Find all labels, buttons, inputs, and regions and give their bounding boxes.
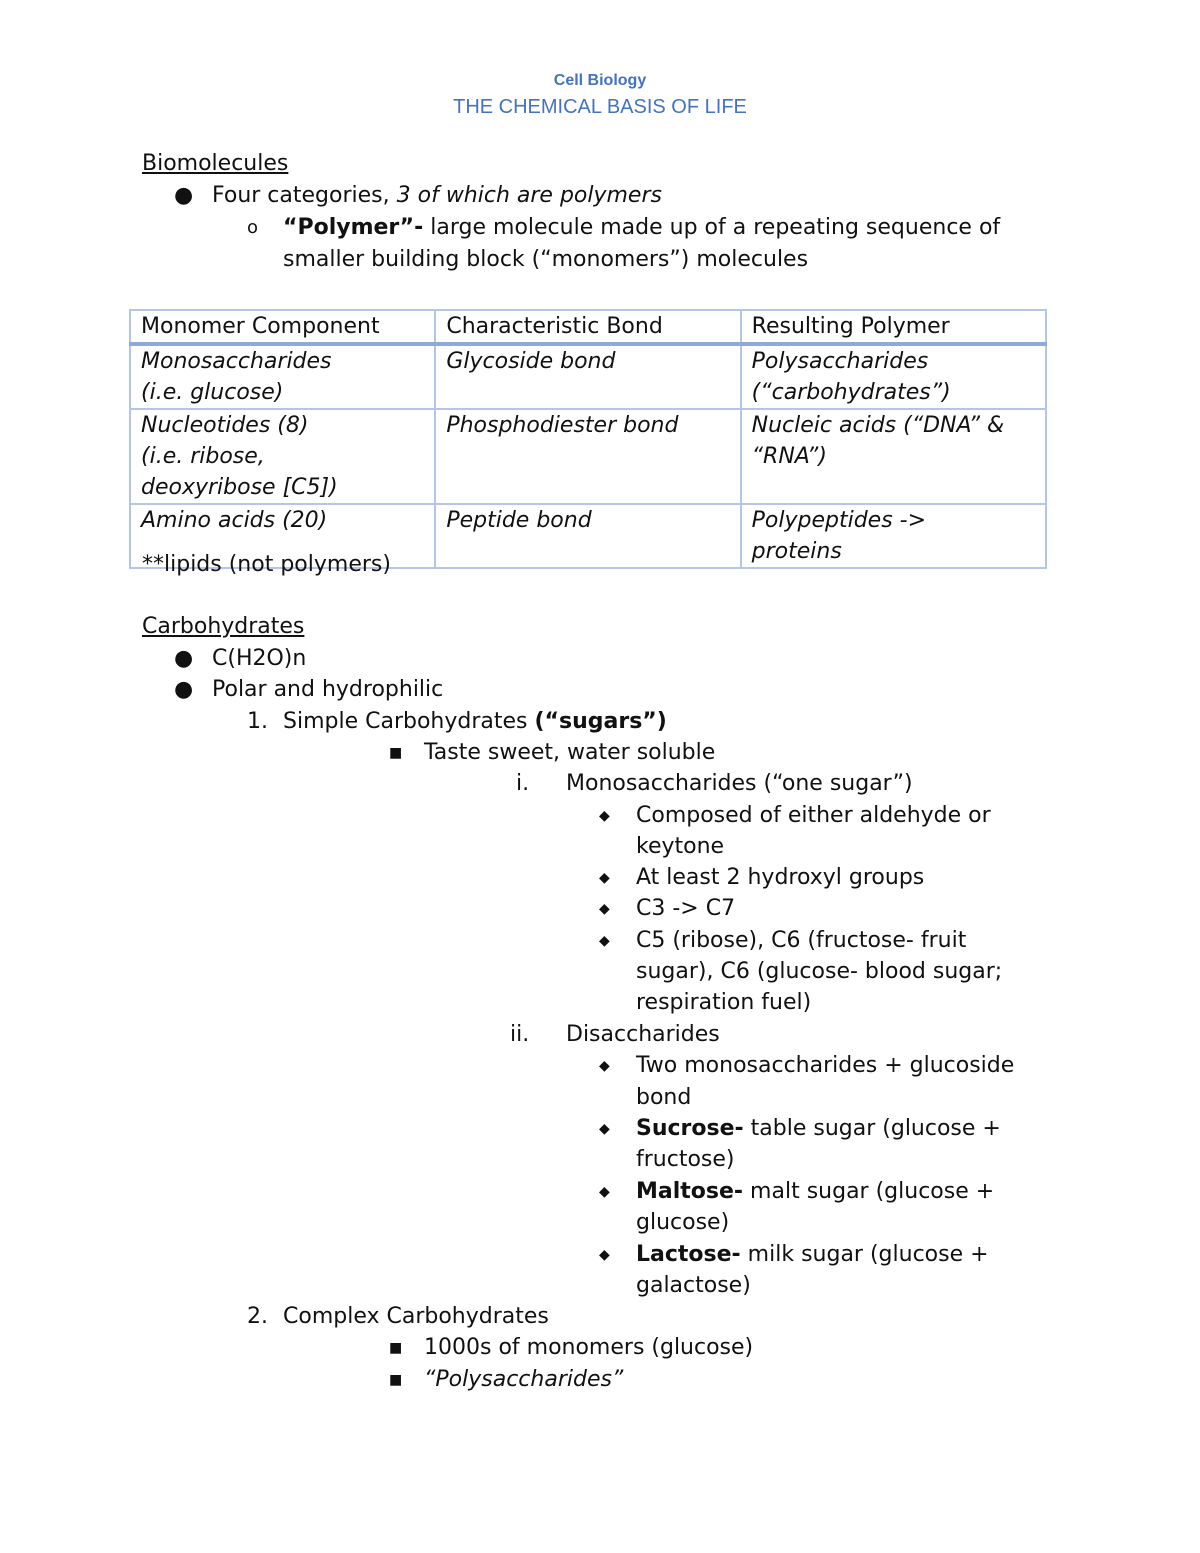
cell-line: Monosaccharides xyxy=(141,349,332,374)
list-item: Monosaccharides (“one sugar”) xyxy=(566,771,913,796)
list-item: C5 (ribose), C6 (fructose- fruit xyxy=(636,928,967,953)
section-heading-carbohydrates: Carbohydrates xyxy=(142,614,305,639)
text-italic: 3 of which are polymers xyxy=(396,183,662,208)
table-cell xyxy=(741,409,1046,504)
list-number: 2. xyxy=(247,1304,268,1329)
bullet-icon: ● xyxy=(174,677,194,702)
list-item xyxy=(283,214,1000,242)
course-title: Cell Biology xyxy=(553,72,647,89)
bullet-icon: ● xyxy=(174,183,194,208)
list-item-continuation: bond xyxy=(636,1085,692,1110)
table-header: Resulting Polymer xyxy=(741,310,1046,344)
diamond-bullet-icon: ◆ xyxy=(599,933,610,949)
table-cell: Phosphodiester bond xyxy=(435,409,740,504)
text: milk sugar (glucose + xyxy=(740,1242,989,1267)
list-item xyxy=(212,182,662,210)
text: large molecule made up of a repeating sequence of xyxy=(423,215,1001,240)
list-item: Two monosaccharides + glucoside xyxy=(636,1053,1015,1078)
list-item: Polar and hydrophilic xyxy=(212,677,444,702)
text: Four categories, xyxy=(212,183,397,208)
list-item xyxy=(636,1178,994,1206)
table-header: Characteristic Bond xyxy=(435,310,740,344)
table-cell xyxy=(130,344,435,409)
table-note: **lipids (not polymers) xyxy=(142,552,391,577)
text-bold: Lactose- xyxy=(636,1242,741,1267)
table-cell: Glycoside bond xyxy=(435,344,740,409)
cell-line: Nucleic acids (“DNA” & xyxy=(751,413,1005,438)
bullet-icon: ● xyxy=(174,646,194,671)
diamond-bullet-icon: ◆ xyxy=(599,1184,610,1200)
diamond-bullet-icon: ◆ xyxy=(599,901,610,917)
square-bullet-icon: ■ xyxy=(389,1372,403,1388)
list-item: 1000s of monomers (glucose) xyxy=(424,1335,754,1360)
cell-line: (i.e. glucose) xyxy=(141,380,284,405)
diamond-bullet-icon: ◆ xyxy=(599,1247,610,1263)
text-bold: “Polymer”- xyxy=(283,215,424,240)
list-item-continuation: respiration fuel) xyxy=(636,990,812,1015)
cell-line: Polypeptides -> xyxy=(751,508,927,533)
list-item xyxy=(283,708,667,736)
text: malt sugar (glucose + xyxy=(743,1179,995,1204)
list-item: C3 -> C7 xyxy=(636,896,736,921)
list-item: Disaccharides xyxy=(566,1022,720,1047)
diamond-bullet-icon: ◆ xyxy=(599,870,610,886)
text: Simple Carbohydrates xyxy=(283,709,535,734)
biomolecule-table xyxy=(129,309,1047,569)
cell-line: “RNA”) xyxy=(751,444,827,469)
list-item-continuation: sugar), C6 (glucose- blood sugar; xyxy=(636,959,1003,984)
diamond-bullet-icon: ◆ xyxy=(599,1121,610,1137)
list-item: Taste sweet, water soluble xyxy=(424,740,716,765)
table-cell xyxy=(741,504,1046,568)
table-row xyxy=(130,409,1046,504)
circle-bullet-icon: o xyxy=(247,217,259,238)
square-bullet-icon: ■ xyxy=(389,1340,403,1356)
cell-line: (i.e. ribose, xyxy=(141,444,265,469)
list-item: “Polysaccharides” xyxy=(424,1367,624,1392)
table-row xyxy=(130,344,1046,409)
table-cell: Peptide bond xyxy=(435,504,740,568)
table-cell xyxy=(130,409,435,504)
diamond-bullet-icon: ◆ xyxy=(599,808,610,824)
list-numeral: i. xyxy=(516,771,530,796)
cell-line: deoxyribose [C5]) xyxy=(141,475,338,500)
table-header-row xyxy=(130,310,1046,344)
list-item-continuation: galactose) xyxy=(636,1273,751,1298)
square-bullet-icon: ■ xyxy=(389,745,403,761)
table-cell xyxy=(741,344,1046,409)
cell-line: Nucleotides (8) xyxy=(141,413,309,438)
list-item-continuation: smaller building block (“monomers”) molecules xyxy=(283,247,809,272)
diamond-bullet-icon: ◆ xyxy=(599,1058,610,1074)
list-numeral: ii. xyxy=(510,1022,530,1047)
list-number: 1. xyxy=(247,709,268,734)
table-cell: Amino acids (20) xyxy=(130,504,435,568)
list-item: Complex Carbohydrates xyxy=(283,1304,549,1329)
list-item: Composed of either aldehyde or xyxy=(636,803,991,828)
cell-line: Polysaccharides xyxy=(751,349,929,374)
list-item xyxy=(636,1115,1001,1143)
list-item: At least 2 hydroxyl groups xyxy=(636,865,925,890)
list-item xyxy=(636,1241,989,1269)
section-heading-biomolecules: Biomolecules xyxy=(142,151,289,176)
text-bold: Sucrose- xyxy=(636,1116,744,1141)
text-bold: (“sugars”) xyxy=(534,709,667,734)
text-bold: Maltose- xyxy=(636,1179,744,1204)
cell-line: (“carbohydrates”) xyxy=(751,380,951,405)
cell-line: proteins xyxy=(751,539,842,564)
list-item-continuation: fructose) xyxy=(636,1147,735,1172)
table-header: Monomer Component xyxy=(130,310,435,344)
list-item-continuation: glucose) xyxy=(636,1210,730,1235)
list-item: C(H2O)n xyxy=(212,646,307,671)
list-item-continuation: keytone xyxy=(636,834,725,859)
text: table sugar (glucose + xyxy=(743,1116,1001,1141)
document-title: THE CHEMICAL BASIS OF LIFE xyxy=(453,96,747,118)
